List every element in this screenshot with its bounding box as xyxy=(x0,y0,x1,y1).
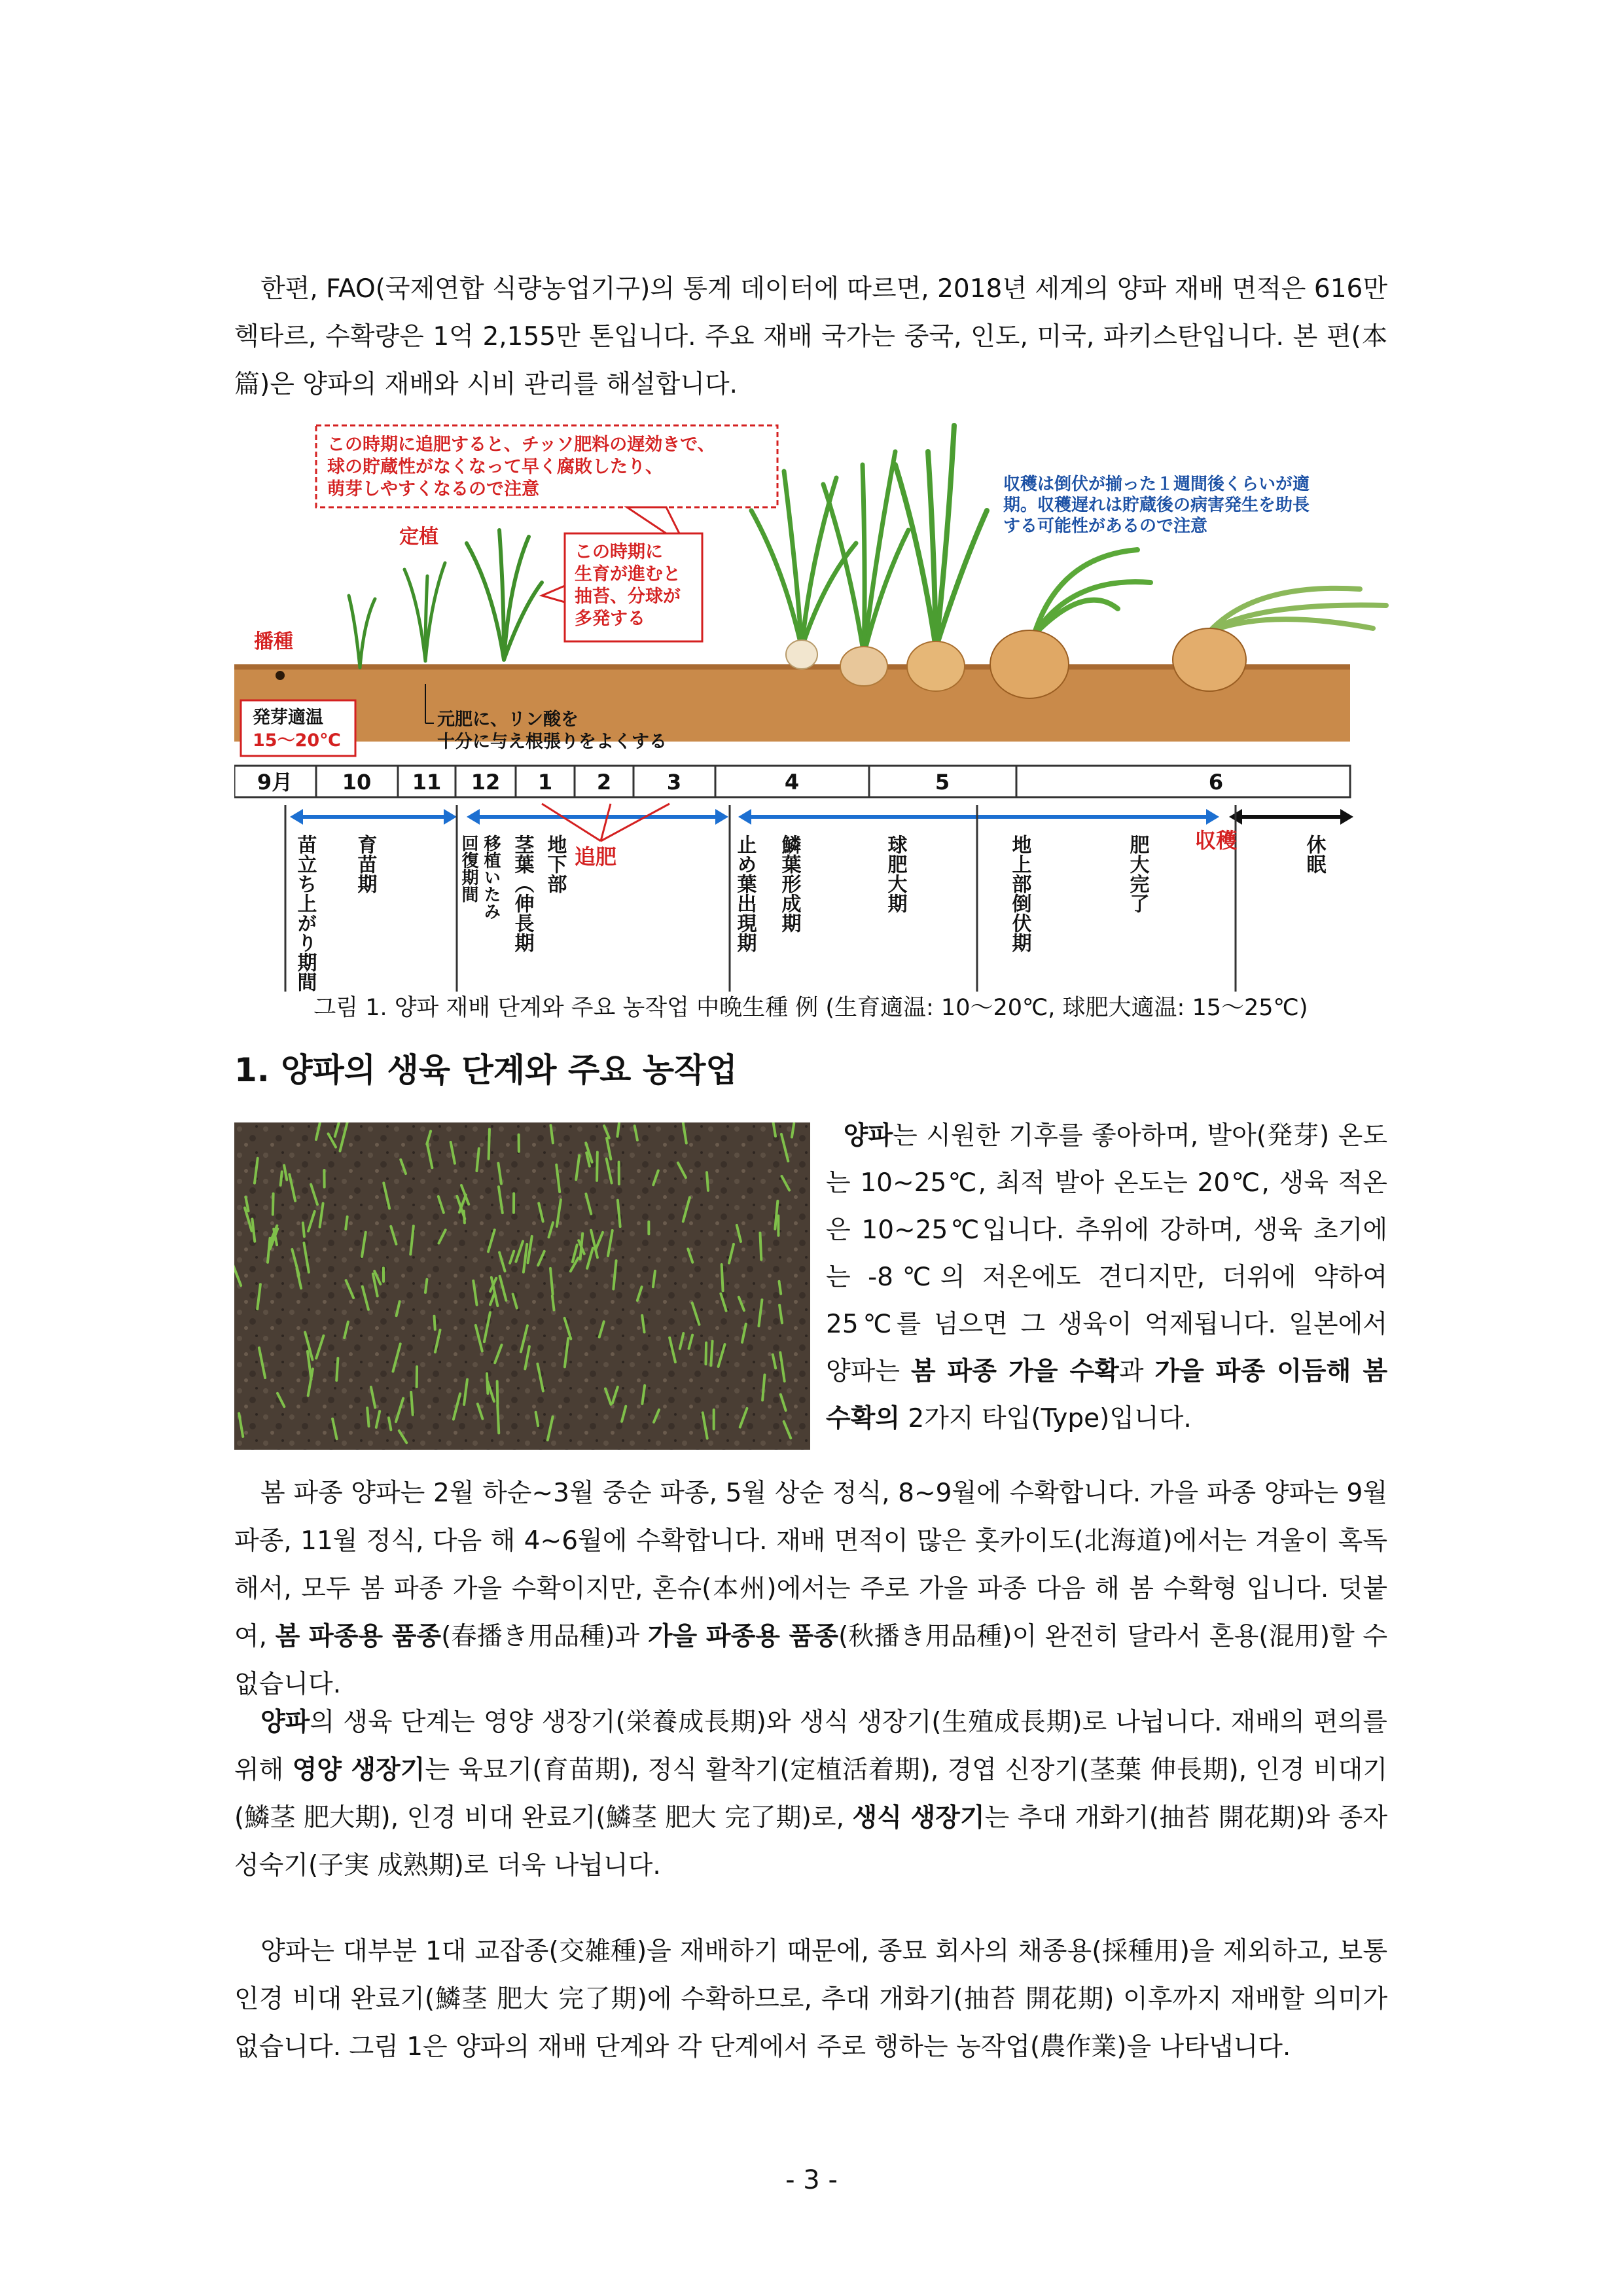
svg-text:15～20℃: 15～20℃ xyxy=(253,730,341,751)
stage-label: 茎葉（伸長期 xyxy=(510,834,534,952)
stage-label: 肥大完了 xyxy=(1126,834,1149,913)
paragraph-sowing-types: 봄 파종 양파는 2월 하순~3월 중순 파종, 5월 상순 정식, 8~9월에 수확합니다. 가을 파종 양파는 9월 파종, 11월 정식, 다음 해 4~6월에 수확합니다. 재배 면적이 많은 홋카이도(北海道)에서는 겨울이 혹독해서, 모두 봄 파종 가을 수확이지만, 혼슈(本州)에서는 주로 가을 파종 다음 해 봄 수확형 입니다. 덧붙여, 봄 파종용 품종(春播き用品種)과 가을 파종용 품종(秋播き用品種)이 완전히 달라서 혼용(混用)할 수 없습니다. xyxy=(234,1479,1388,1699)
sprout xyxy=(497,1405,499,1433)
paragraph-hybrid: 양파는 대부분 1대 교잡종(交雑種)을 재배하기 때문에, 종묘 회사의 채종용(採種用)을 제외하고, 보통 인경 비대 완료기(鱗茎 肥大 完了期)에 수확하므로, 추대 개화기(抽苔 開花期) 이후까지 재배할 의미가 없습니다. 그림 1은 양파의 재배 단계와 각 단계에서 주로 행하는 농작업(農作業)을 나타냅니다. xyxy=(234,1937,1387,2062)
sprout xyxy=(707,1172,708,1191)
svg-text:多発する: 多発する xyxy=(575,609,645,629)
sprout xyxy=(552,1296,554,1310)
sprout xyxy=(779,1282,781,1294)
month-label: 6 xyxy=(1208,770,1224,795)
intro-paragraph: 한편, FAO(국제연합 식량농업기구)의 통계 데이터에 따르면, 2018년 세계의 양파 재배 면적은 616만 헥타르, 수확량은 1억 2,155만 톤입니다. 주요 재배 국가는 중국, 인도, 미국, 파키스탄입니다. 본 편(本篇)은 양파의 재배와 시비 관리를 해설합니다. xyxy=(234,274,1387,399)
stage-label: 地下部 xyxy=(543,834,567,893)
seedling-1 xyxy=(349,596,375,668)
svg-text:期。収穫遅れは貯蔵後の病害発生を助長: 期。収穫遅れは貯蔵後の病害発生を助長 xyxy=(1003,495,1310,515)
svg-text:球の貯蔵性がなくなって早く腐敗したり、: 球の貯蔵性がなくなって早く腐敗したり、 xyxy=(327,457,663,477)
seed-dot xyxy=(276,671,285,680)
sprout xyxy=(367,1408,368,1426)
harvest-label: 収穫 xyxy=(1195,828,1238,853)
month-label: 12 xyxy=(471,770,501,795)
svg-text:する可能性があるので注意: する可能性があるので注意 xyxy=(1003,516,1208,536)
sprout xyxy=(336,1358,338,1380)
month-label: 5 xyxy=(935,770,950,795)
germination-temp-box xyxy=(241,700,355,756)
sprout xyxy=(425,1280,427,1293)
sowing-label: 播種 xyxy=(254,630,293,653)
stage-label: 休眠 xyxy=(1302,834,1326,874)
callout-bolting-warning xyxy=(542,533,702,641)
sprout xyxy=(711,1341,712,1365)
svg-text:この時期に追肥すると、チッソ肥料の遅効きで、: この時期に追肥すると、チッソ肥料の遅効きで、 xyxy=(327,435,715,455)
sprout xyxy=(281,1172,282,1185)
callout-topdress-warning xyxy=(316,425,777,547)
sprout xyxy=(489,1129,490,1158)
svg-text:十分に与え根張りをよくする: 十分に与え根張りをよくする xyxy=(437,732,667,752)
page-number: - 3 - xyxy=(785,2165,838,2195)
section-heading: 1. 양파의 생육 단계와 주요 농작업 xyxy=(234,1051,738,1089)
stage-label: 育苗期 xyxy=(353,834,377,893)
svg-text:この時期に: この時期に xyxy=(575,542,663,562)
onion-cultivation-figure xyxy=(234,412,1399,992)
sprout xyxy=(434,1316,435,1330)
sprout xyxy=(273,1194,274,1215)
callout-harvest-note xyxy=(1003,474,1310,536)
young-onion xyxy=(467,530,542,660)
paragraph-growth-stages: 양파의 생육 단계는 영양 생장기(栄養成長期)와 생식 생장기(生殖成長期)로 나뉩니다. 재배의 편의를 위해 영양 생장기는 육묘기(育苗期), 정식 활착기(定植活着期), 경엽 신장기(茎葉 伸長期), 인경 비대기(鱗茎 肥大期), 인경 비대 완료기(鱗茎 肥大 完了期)로, 생식 생장기는 추대 개화기(抽苔 開花期)와 종자 성숙기(子実 成熟期)로 더욱 나뉩니다. xyxy=(234,1708,1388,1880)
month-label: 11 xyxy=(412,770,442,795)
onion-stage-6 xyxy=(895,425,987,648)
month-label: 2 xyxy=(596,770,612,795)
stage-label: 球肥大期 xyxy=(883,834,907,913)
svg-text:萌芽しやすくなるので注意: 萌芽しやすくなるので注意 xyxy=(327,479,539,499)
sprout xyxy=(411,1392,413,1415)
month-label: 1 xyxy=(537,770,553,795)
svg-text:生育が進むと: 生育が進むと xyxy=(575,564,681,584)
sprout xyxy=(497,1382,498,1404)
seedling-2 xyxy=(404,563,445,661)
month-label: 4 xyxy=(784,770,800,795)
stage-label: 鱗葉形成期 xyxy=(777,834,801,933)
stage-label: 回復期間 xyxy=(459,834,478,903)
side-paragraph: 양파는 시원한 기후를 좋아하며, 발아(発芽) 온도는 10~25℃, 최적 발아 온도는 20℃, 생육 적온은 10~25℃입니다. 추위에 강하며, 생육 초기에는 -8℃의 저온에도 견디지만, 더위에 약하여 25℃를 넘으면 그 생육이 억제됩니다. 일본에서 양파는 봄 파종 가을 수확과 가을 파종 이듬해 봄 수확의 2가지 타입(Type)입니다. xyxy=(826,1121,1387,1433)
sprout xyxy=(722,1265,723,1291)
sprout xyxy=(760,1233,761,1260)
svg-text:抽苔、分球が: 抽苔、分球が xyxy=(575,586,681,607)
stage-arrows xyxy=(290,809,1353,825)
svg-text:元肥に、リン酸を: 元肥に、リン酸を xyxy=(437,709,579,730)
sprout xyxy=(303,1223,304,1236)
stage-label: 苗立ち上がり期間 xyxy=(293,834,317,992)
sprout xyxy=(705,1343,706,1365)
month-label: 9月 xyxy=(257,770,293,795)
planting-label: 定植 xyxy=(399,526,438,548)
onion-stage-8 xyxy=(1209,588,1386,632)
stage-label: 地上部倒伏期 xyxy=(1008,834,1031,952)
stage-label: 移植いたみ xyxy=(481,834,501,920)
seedling-field-photo xyxy=(234,1122,810,1450)
svg-text:発芽適温: 発芽適温 xyxy=(253,708,323,728)
month-label: 3 xyxy=(666,770,682,795)
svg-text:収穫は倒伏が揃った１週間後くらいが適: 収穫は倒伏が揃った１週間後くらいが適 xyxy=(1003,475,1310,494)
topdress-label: 追肥 xyxy=(575,844,617,869)
onion-stage-7 xyxy=(1034,550,1150,635)
figure-caption: 그림 1. 양파 재배 단계와 주요 농작업 中晩生種 例 (生育適温: 10～20℃, 球肥大適温: 15～25℃) xyxy=(313,995,1308,1021)
sprout xyxy=(346,1217,347,1229)
month-label: 10 xyxy=(342,770,372,795)
stage-label: 止め葉出現期 xyxy=(733,834,757,952)
